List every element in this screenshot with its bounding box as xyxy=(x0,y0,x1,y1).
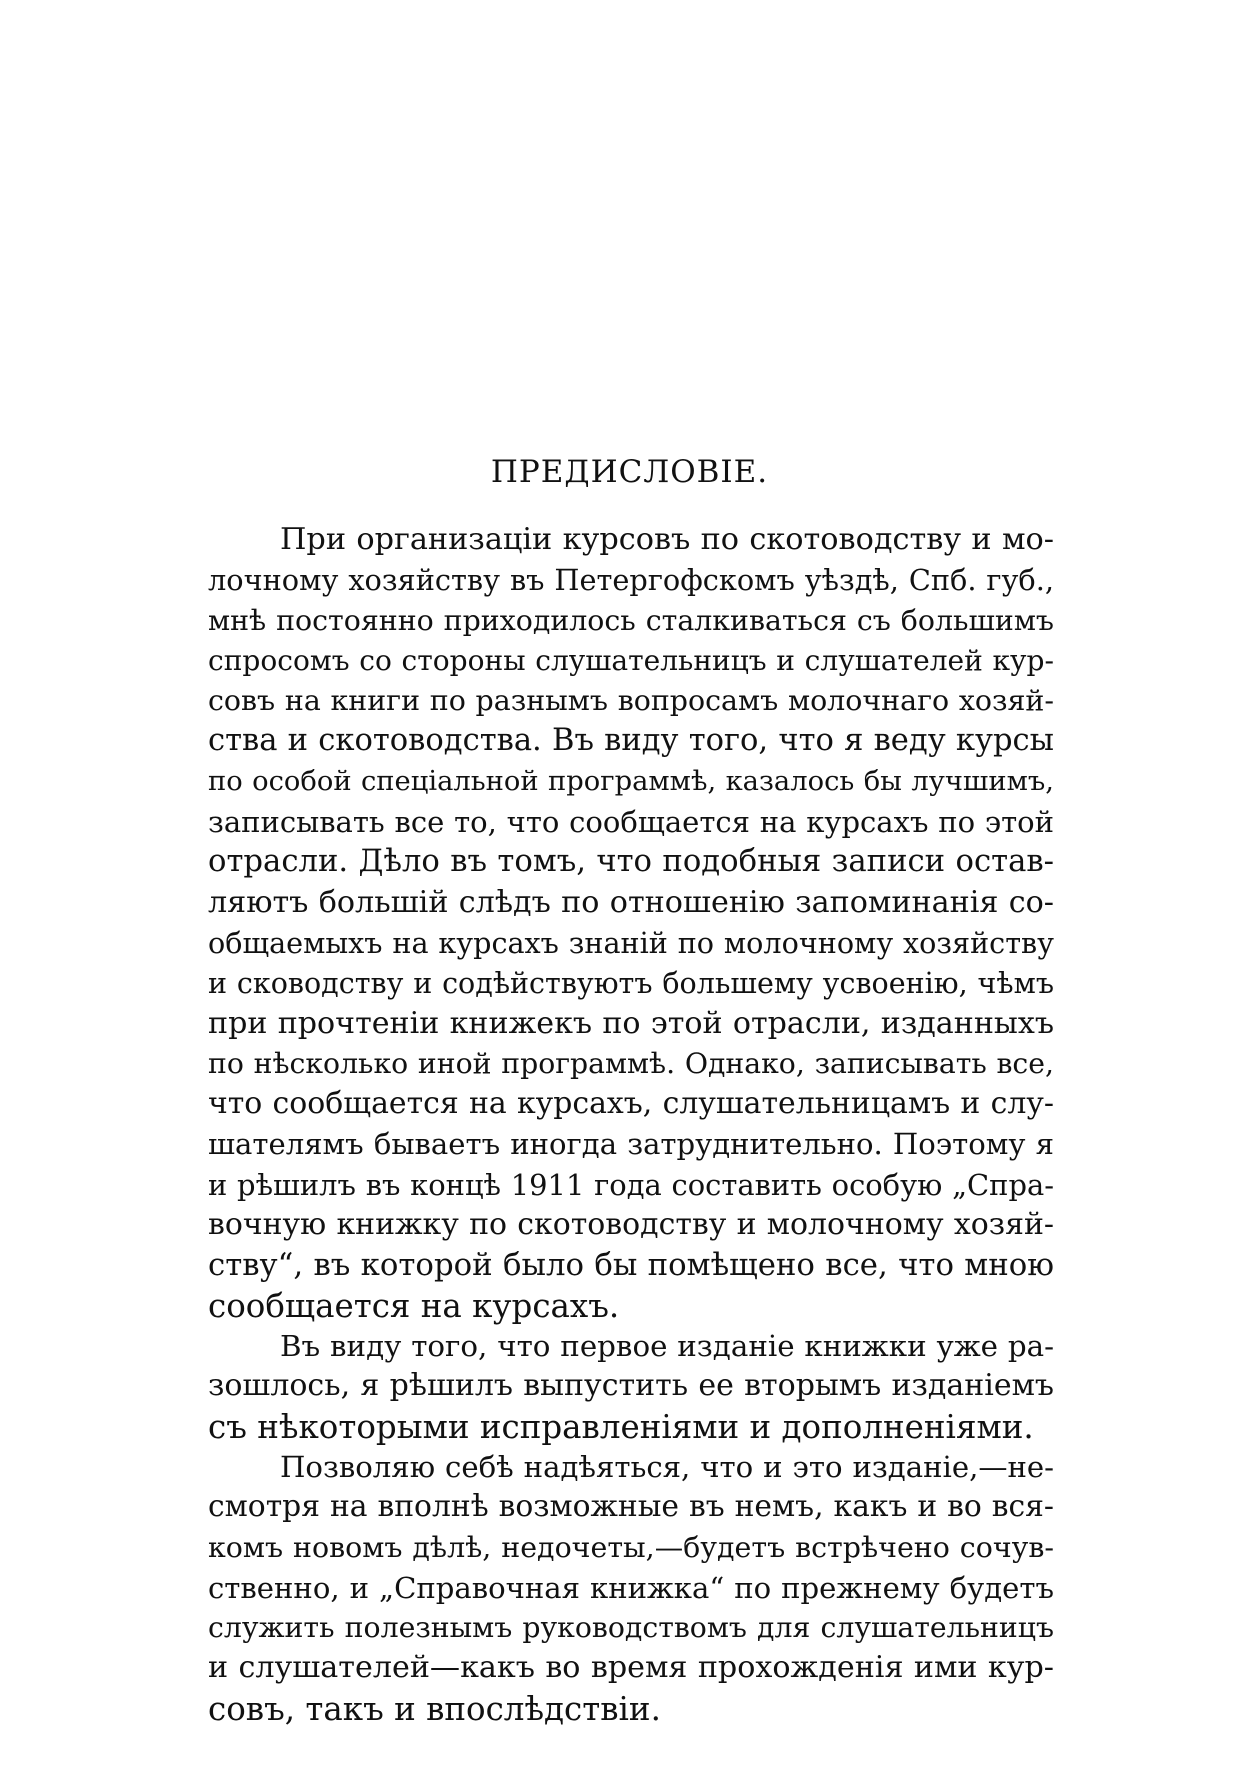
text-line: совъ на книги по разнымъ вопросамъ молочнаго хозяй- xyxy=(208,684,1054,718)
text-line: и слушателей—какъ во время прохожденія ими кур- xyxy=(208,1650,1054,1686)
text-line: записывать все то, что сообщается на курсахъ по этой xyxy=(208,805,1054,840)
text-line: и рѣшилъ въ концѣ 1911 года составить особую „Спра- xyxy=(208,1167,1054,1202)
text-line: комъ новомъ дѣлѣ, недочеты,—будетъ встрѣчено сочув- xyxy=(208,1530,1054,1564)
text-line: ству“, въ которой было бы помѣщено все, что мною xyxy=(208,1247,1054,1284)
text-line: Позволяю себѣ надѣяться, что и это изданіе,—не- xyxy=(280,1450,1054,1484)
text-line: мнѣ постоянно приходилось сталкиваться съ большимъ xyxy=(208,603,1054,637)
text-line: вочную книжку по скотоводству и молочному хозяй- xyxy=(208,1207,1054,1243)
text-line: спросомъ со стороны слушательницъ и слушателей кур- xyxy=(208,643,1054,677)
text-line: по нѣсколько иной программѣ. Однако, записывать все, xyxy=(208,1046,1054,1080)
text-line: сообщается на курсахъ. xyxy=(208,1286,620,1325)
text-line: отрасли. Дѣло въ томъ, что подобныя записи остав- xyxy=(208,844,1054,880)
text-line: съ нѣкоторыми исправленіями и дополненіями. xyxy=(208,1407,1034,1446)
text-line: смотря на вполнѣ возможные въ немъ, какъ и во вся- xyxy=(208,1489,1054,1525)
text-line: зошлось, я рѣшилъ выпустить ее вторымъ изданіемъ xyxy=(208,1368,1054,1404)
text-line: общаемыхъ на курсахъ знаній по молочному хозяйству xyxy=(208,925,1054,960)
paragraph-1 xyxy=(208,520,1054,1326)
text-line: при прочтеніи книжекъ по этой отрасли, изданныхъ xyxy=(208,1005,1054,1041)
text-line: что сообщается на курсахъ, слушательницамъ и слу- xyxy=(208,1086,1054,1122)
text-line: служить полезнымъ руководствомъ для слушательницъ xyxy=(208,1611,1054,1645)
text-line: лочному хозяйству въ Петергофскомъ уѣздѣ, Спб. губ., xyxy=(208,563,1054,598)
page-title: ПРЕДИСЛОВІЕ. xyxy=(490,454,769,490)
text-line: При организаціи курсовъ по скотоводству и мо- xyxy=(280,522,1054,557)
text-line: Въ виду того, что первое изданіе книжки уже ра- xyxy=(280,1329,1054,1363)
text-line: ственно, и „Справочная книжка“ по прежнему будетъ xyxy=(208,1570,1054,1605)
text-line: по особой спеціальной программѣ, казалось бы лучшимъ, xyxy=(208,765,1054,797)
text-line: и сководству и содѣйствуютъ большему усвоенію, чѣмъ xyxy=(208,966,1054,1001)
text-line: совъ, такъ и впослѣдствіи. xyxy=(208,1689,661,1728)
text-line: ства и скотоводства. Въ виду того, что я веду курсы xyxy=(208,723,1054,759)
text-line: ляютъ большій слѣдъ по отношенію запоминанія со- xyxy=(208,884,1054,920)
paragraph-3 xyxy=(208,1447,1054,1729)
text-line: шателямъ бываетъ иногда затруднительно. Поэтому я xyxy=(208,1127,1054,1162)
paragraph-2 xyxy=(208,1326,1054,1447)
